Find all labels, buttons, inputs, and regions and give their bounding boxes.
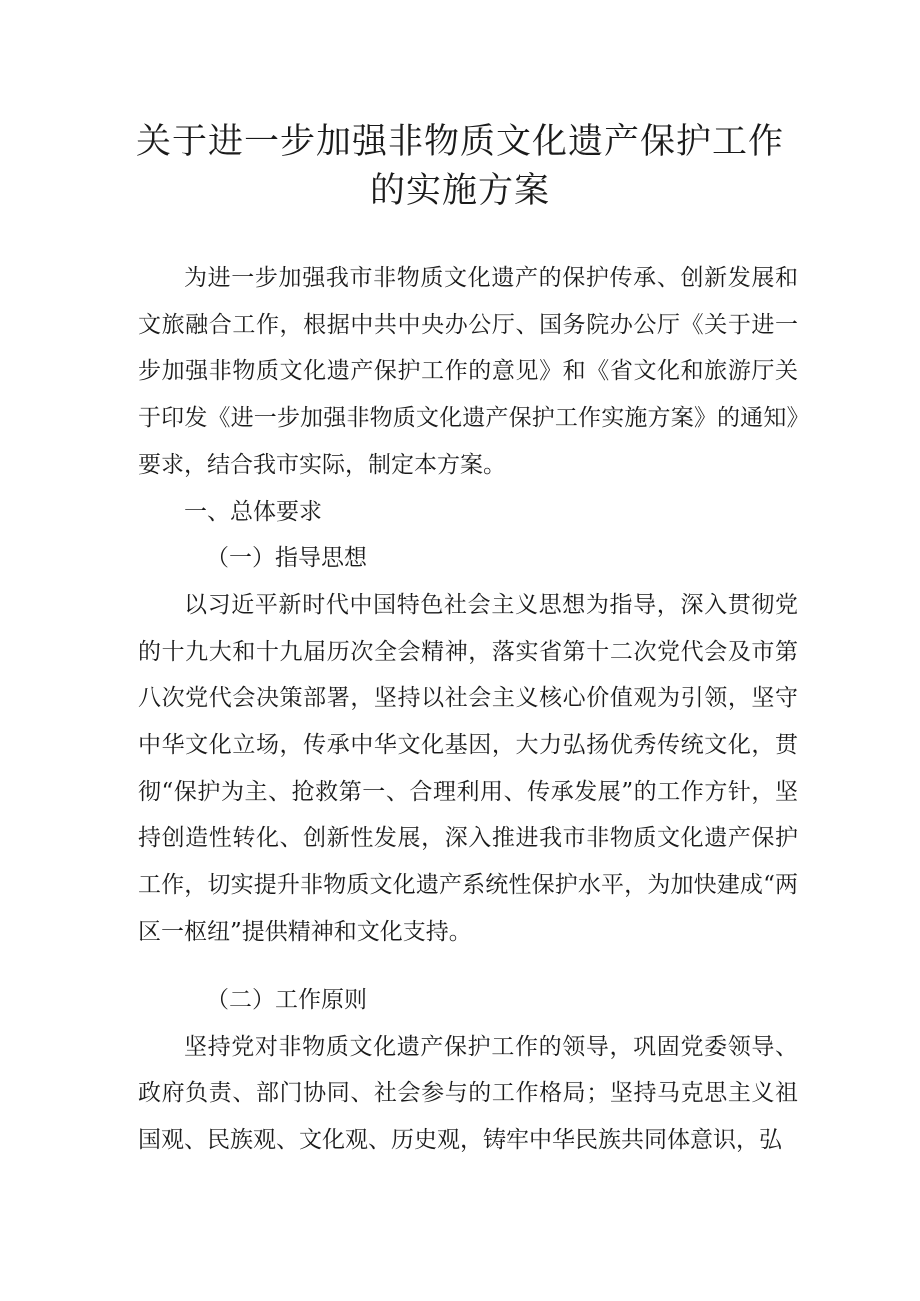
intro-paragraph: 为进一步加强我市非物质文化遗产的保护传承、创新发展和文旅融合工作，根据中共中央办公厅、国务院办公厅《关于进一步加强非物质文化遗产保护工作的意见》和《省文化和旅游厅关于印发《进一步加强非物质文化遗产保护工作实施方案》的通知》要求，结合我市实际，制定本方案。 <box>138 265 798 478</box>
subsection-heading-guiding-ideology: （一）指导思想 <box>206 545 367 572</box>
document-title-line2: 的实施方案 <box>369 171 550 211</box>
document-body-upper <box>138 255 798 956</box>
work-principles-paragraph: 坚持党对非物质文化遗产保护工作的领导，巩固党委领导、政府负责、部门协同、社会参与的工作格局；坚持马克思主义祖国观、民族观、文化观、历史观，铸牢中华民族共同体意识，弘 <box>138 1033 798 1154</box>
guiding-ideology-paragraph: 以习近平新时代中国特色社会主义思想为指导，深入贯彻党的十九大和十九届历次全会精神，落实省第十二次党代会及市第八次党代会决策部署，坚持以社会主义核心价值观为引领，坚守中华文化立场，传承中华文化基因，大力弘扬优秀传统文化，贯彻“保护为主、抢救第一、合理利用、传承发展”的工作方针，坚持创造性转化、创新性发展，深入推进我市非物质文化遗产保护工作，切实提升非物质文化遗产系统性保护水平，为加快建成“两区一枢纽”提供精神和文化支持。 <box>138 591 798 945</box>
document-title-line1: 关于进一步加强非物质文化遗产保护工作 <box>135 122 784 162</box>
section-heading-general-requirements: 一、总体要求 <box>184 498 322 525</box>
document-body-lower <box>138 977 798 1164</box>
subsection-heading-work-principles: （二）工作原则 <box>206 987 367 1013</box>
